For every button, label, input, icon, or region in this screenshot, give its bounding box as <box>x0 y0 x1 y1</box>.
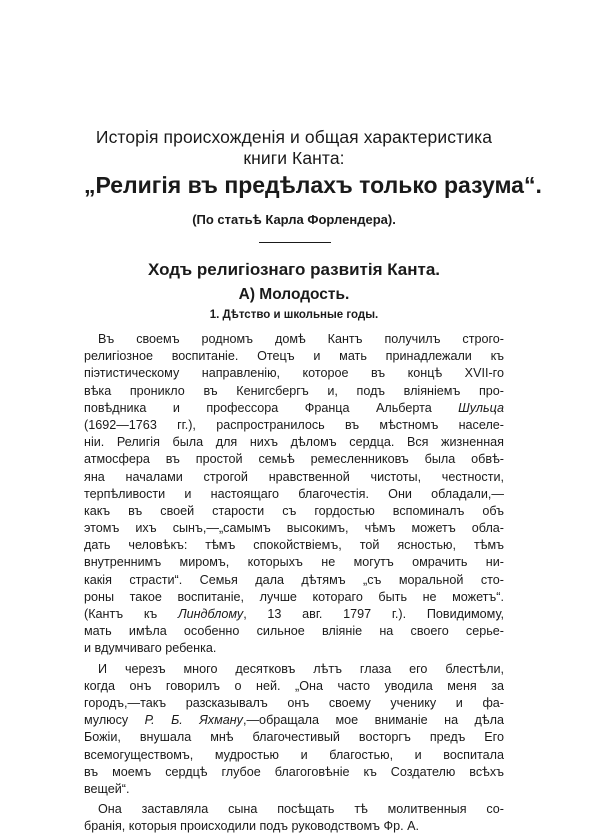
text-segment: повѣдника и профессора Франца Альберта <box>84 400 459 415</box>
text-segment: , 13 авг. 1797 г.). Повидимому, <box>243 607 504 621</box>
text-segment: городъ,—такъ разсказывалъ онъ своему ученику и фа- <box>84 695 504 710</box>
text-line <box>84 554 504 571</box>
text-line <box>84 818 504 835</box>
text-line <box>84 661 504 678</box>
text-segment: и вдумчиваго ребенка. <box>84 641 217 656</box>
text-segment: (Кантъ къ <box>84 607 178 621</box>
text-segment: какія страсти“. Семья дала дѣтямъ „съ моральной сто- <box>84 572 504 587</box>
text-line <box>84 678 504 695</box>
article-title-line-2: книги Канта: <box>243 148 345 168</box>
text-segment: всемогуществомъ, мудростью и благостью, и воспитала <box>84 747 504 762</box>
text-segment: піэтистическому направленію, которое въ концѣ XVII-го <box>84 366 504 381</box>
text-line <box>84 486 504 503</box>
text-line <box>84 747 504 764</box>
text-line <box>84 781 504 798</box>
text-line <box>84 589 504 606</box>
text-line <box>84 572 504 589</box>
sub-heading: 1. Дѣтство и школьные годы. <box>209 309 379 321</box>
text-segment: Она заставляла сына посѣщать тѣ молитвенныя со- <box>98 802 504 817</box>
text-segment: И черезъ много десятковъ лѣтъ глаза его блестѣли, <box>98 661 504 676</box>
text-line <box>84 451 504 468</box>
text-line <box>84 623 504 640</box>
text-segment: Въ своемъ родномъ домѣ Кантъ получилъ строго- <box>98 332 504 346</box>
page <box>84 0 542 834</box>
text-segment: ніи. Религія была для нихъ дѣломъ сердца. Вся жизненная <box>84 435 504 450</box>
text-line <box>84 695 504 712</box>
text-segment: внутреннимъ миромъ, которыхъ не могутъ омрачить ни- <box>84 555 504 570</box>
text-line <box>84 606 504 623</box>
text-line <box>84 801 504 818</box>
text-segment: мать имѣла особенно сильное вліяніе на своего серье- <box>84 624 504 639</box>
text-line <box>84 712 504 729</box>
article-attribution: (По статьѣ Карла Форлендера). <box>192 212 396 227</box>
text-line <box>84 331 504 348</box>
paragraph <box>84 331 504 658</box>
section-heading: Ходъ религіознаго развитія Канта. <box>147 260 441 279</box>
text-segment: роны такое воспитаніе, лучше котораго быть не можетъ“. <box>84 589 504 604</box>
text-line <box>84 348 504 365</box>
text-segment: бранія, которыя происходили подъ руководствомъ Фр. А. <box>84 819 420 834</box>
text-segment: мулюсу <box>84 713 145 728</box>
text-line <box>84 400 504 417</box>
text-line <box>84 417 504 434</box>
text-line <box>84 383 504 400</box>
paragraph <box>84 661 504 799</box>
text-line <box>84 503 504 520</box>
text-line <box>84 469 504 486</box>
paragraph <box>84 801 504 835</box>
text-line <box>84 537 504 554</box>
text-segment: терпѣливости и настоящаго благочестія. Они обладали,— <box>84 486 504 501</box>
text-segment: яна началами строгой нравственной чистоты, честности, <box>84 469 504 484</box>
body-text <box>84 331 504 835</box>
text-segment: когда онъ говорилъ о ней. „Она часто уводила меня за <box>84 678 504 693</box>
text-segment: Божіи, внушала мнѣ благочестивый восторгъ предъ Его <box>84 730 504 745</box>
text-segment: вещей“. <box>84 781 130 796</box>
italic-name: Р. Б. Яхману <box>144 713 243 728</box>
text-segment: въ моемъ сердцѣ глубое благоговѣніе къ Создателю всѣхъ <box>84 764 504 779</box>
chapter-heading: А) Молодость. <box>238 286 350 303</box>
italic-name: Шульца <box>458 400 504 415</box>
text-segment: какъ въ своей старости съ гордостью вспоминалъ объ <box>84 503 504 518</box>
text-line <box>84 434 504 451</box>
article-title-line-1: Исторія происхожденія и общая характеристика <box>95 127 493 147</box>
text-line <box>84 640 504 657</box>
text-line <box>84 729 504 746</box>
divider-rule <box>259 242 331 243</box>
text-segment: ,—обращала мое вниманіе на дѣла <box>242 713 504 728</box>
text-line <box>84 365 504 382</box>
text-segment: атмосфера въ простой семьѣ ремесленниковъ была обвѣ- <box>84 452 504 467</box>
text-segment: (1692—1763 гг.), распространилось въ мѣстномъ населе- <box>84 417 504 432</box>
book-title: „Религія въ предѣлахъ только разума“. <box>84 172 542 198</box>
italic-name: Линдблому <box>177 607 244 621</box>
text-segment: религіозное воспитаніе. Отецъ и мать принадлежали къ <box>84 349 504 364</box>
text-segment: дать человѣкъ: тѣмъ спокойствіемъ, той ясностью, тѣмъ <box>84 538 504 553</box>
text-line <box>84 520 504 537</box>
text-line <box>84 764 504 781</box>
text-segment: этомъ ихъ сынъ,—„самымъ высокимъ, чѣмъ можетъ обла- <box>84 521 504 536</box>
text-segment: вѣка проникло въ Кенигсбергъ и, подъ вліяніемъ про- <box>84 383 504 398</box>
